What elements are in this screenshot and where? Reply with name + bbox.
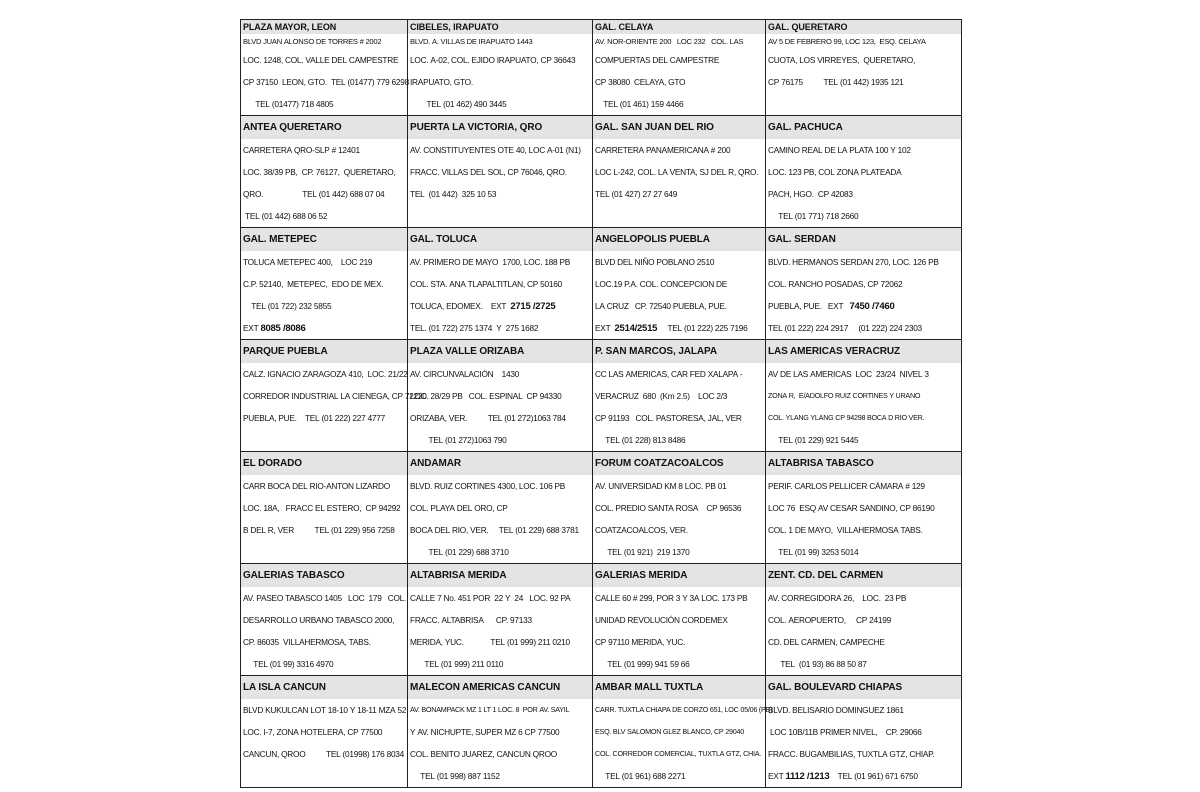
extension-number: 8085 /8086 [260,323,306,334]
address-line [241,34,407,49]
line-text: CARR BOCA DEL RIO-ANTON LIZARDO [243,481,390,491]
line-text: COL. PREDIO SANTA ROSA CP 96536 [595,503,742,513]
address-line [766,699,961,721]
line-text: TEL (01 228) 813 8486 [595,435,686,445]
address-line [241,183,407,205]
line-text: COL. CORREDOR COMERCIAL, TUXTLA GTZ, CHIA. [595,749,762,758]
address-line [766,385,961,407]
store-cell [408,20,593,116]
address-line [408,385,592,407]
line-text: CP. 86035 VILLAHERMOSA, TABS. [243,637,371,647]
address-line [766,519,961,541]
store-cell [593,676,773,787]
line-text: LOC.19 P.A. COL. CONCEPCION DE [595,279,728,289]
store-name: ANTEA QUERETARO [241,116,407,139]
line-text: CALZ. IGNACIO ZARAGOZA 410, LOC. 21/22 [243,369,408,379]
address-line [408,475,592,497]
line-text: PUEBLA, PUE. TEL (01 222) 227 4777 [243,413,386,423]
line-text: TEL (01 921) 219 1370 [595,547,690,557]
address-line [241,161,407,183]
line-text: TEL. (01 722) 275 1374 Y 275 1682 [410,323,539,333]
line-text: AV. CORREGIDORA 26, LOC. 23 PB [768,593,907,603]
address-line [593,721,765,743]
address-line [241,385,427,407]
line-text: CALLE 60 # 299, POR 3 Y 3A LOC. 173 PB [595,593,748,603]
line-text: LOC L-242, COL. LA VENTA, SJ DEL R, QRO. [595,167,759,177]
address-line [408,139,592,161]
address-line [593,139,765,161]
address-line [408,295,592,317]
line-text: CARR. TUXTLA CHIAPA DE CORZO 651, LOC 05/06 (PB) [595,705,773,714]
line-text: LOC. I-7, ZONA HOTELERA, CP 77500 [243,727,383,737]
store-name: FORUM COATZACOALCOS [593,452,765,475]
line-text: TEL (01 229) 688 3710 [410,547,509,557]
address-line [241,541,407,563]
address-line [766,34,961,49]
address-line [241,407,407,429]
address-line [766,295,961,317]
address-line [241,93,407,115]
line-text: COL. PLAYA DEL ORO, CP [410,503,508,513]
store-name: ALTABRISA MERIDA [408,564,592,587]
line-text: EXT [595,323,615,333]
address-line [766,183,961,205]
line-text: CARRETERA QRO-SLP # 12401 [243,145,360,155]
address-line [241,429,407,451]
address-line [766,653,961,675]
line-text: BLVD. BELISARIO DOMINGUEZ 1861 [768,705,904,715]
address-line [408,699,592,721]
line-text: AV. BONAMPACK MZ 1 LT 1 LOC. 8 POR AV. SAYIL [410,705,570,714]
address-line [593,587,765,609]
store-cell [593,20,766,116]
line-text: TEL (01 961) 671 6750 [829,771,918,781]
line-text: BLVD. HERMANOS SERDAN 270, LOC. 126 PB [768,257,939,267]
line-text: DESARROLLO URBANO TABASCO 2000, [243,615,395,625]
address-line [408,631,592,653]
address-line [408,541,592,563]
address-line [766,609,961,631]
address-line [593,205,765,227]
address-line [241,49,407,71]
line-text: PACH, HGO. CP 42083 [768,189,853,199]
store-name: GALERIAS TABASCO [241,564,407,587]
address-line [593,49,765,71]
line-text: CP 97110 MERIDA, YUC. [595,637,686,647]
line-text: CD. DEL CARMEN, CAMPECHE [768,637,885,647]
line-text: COL. RANCHO POSADAS, CP 72062 [768,279,903,289]
store-name: LA ISLA CANCUN [241,676,407,699]
store-name: ALTABRISA TABASCO [766,452,961,475]
address-line [593,609,765,631]
line-text: LOC. 123 PB, COL ZONA PLATEADA [768,167,902,177]
line-text: COATZACOALCOS, VER. [595,525,688,535]
address-line [593,93,765,115]
address-line [766,429,961,451]
store-cell [241,452,408,564]
store-name: LAS AMERICAS VERACRUZ [766,340,961,363]
line-text: Y AV. NICHUPTE, SUPER MZ 6 CP 77500 [410,727,560,737]
line-text: PERIF. CARLOS PELLICER CÁMARA # 129 [768,481,925,491]
address-line [408,71,592,93]
address-line [241,497,407,519]
store-name: GAL. PACHUCA [766,116,961,139]
store-cell [766,116,961,228]
line-text: CUOTA, LOS VIRREYES, QUERETARO, [768,55,916,65]
address-line [241,363,407,385]
store-cell [408,228,593,340]
address-line [593,743,765,765]
line-text: TEL (01 999) 941 59 66 [595,659,690,669]
line-text: TEL (01 999) 211 0110 [410,659,504,669]
line-text: IRAPUATO, GTO. [410,77,473,87]
line-text: CC LAS AMERICAS, CAR FED XALAPA - [595,369,743,379]
line-text: B DEL R, VER TEL (01 229) 956 7258 [243,525,395,535]
line-text: COL. STA. ANA TLAPALTITLAN, CP 50160 [410,279,562,289]
line-text: LOC 76 ESQ AV CESAR SANDINO, CP 86190 [768,503,935,513]
line-text: TEL (01 272)1063 790 [410,435,507,445]
address-line [241,519,407,541]
store-cell [766,676,961,787]
line-text: COL. YLANG YLANG CP 94298 BOCA D RIO VER. [768,413,925,422]
address-line [241,139,407,161]
line-text: PUEBLA, PUE. EXT [768,301,850,311]
extension-number: 2715 /2725 [510,301,556,312]
store-name: GAL. CELAYA [593,20,765,34]
line-text: FRACC. ALTABRISA CP. 97133 [410,615,532,625]
address-line [241,721,407,743]
line-text: TEL (01 222) 225 7196 [657,323,748,333]
line-text: BLVD. RUIZ CORTINES 4300, LOC. 106 PB [410,481,566,491]
store-cell [408,340,593,452]
line-text: CP 91193 COL. PASTORESA, JAL, VER [595,413,742,423]
line-text: TEL (01 461) 159 4466 [595,99,684,109]
line-text: AV. NOR-ORIENTE 200 LOC 232 COL. LAS [595,37,744,46]
address-line [408,205,592,227]
line-text: AV. PASEO TABASCO 1405 LOC 179 COL. [243,593,407,603]
store-name: AMBAR MALL TUXTLA [593,676,765,699]
store-cell [766,20,961,116]
line-text: LOC. A-02, COL. EJIDO IRAPUATO, CP 36643 [410,55,576,65]
address-line [408,161,592,183]
address-line [593,475,765,497]
address-line [766,587,961,609]
address-line [408,93,592,115]
store-name: CIBELES, IRAPUATO [408,20,592,34]
line-text: BOCA DEL RIO, VER. TEL (01 229) 688 3781 [410,525,579,535]
address-line [593,699,773,721]
line-text: CP 76175 TEL (01 442) 1935 121 [768,77,904,87]
address-line [408,765,592,787]
address-line [766,497,961,519]
line-text: COMPUERTAS DEL CAMPESTRE [595,55,720,65]
address-line [241,609,407,631]
address-line [766,363,961,385]
line-text: BLVD. A. VILLAS DE IRAPUATO 1443 [410,37,533,46]
line-text: BLVD KUKULCAN LOT 18-10 Y 18-11 MZA 52 [243,705,407,715]
address-line [766,475,961,497]
address-line [766,161,961,183]
line-text: TEL (01 93) 86 88 50 87 [768,659,867,669]
line-text: COL. AEROPUERTO, CP 24199 [768,615,891,625]
line-text: VERACRUZ 680 (Km 2.5) LOC 2/3 [595,391,728,401]
line-text: TEL (01 222) 224 2917 (01 222) 224 2303 [768,323,922,333]
line-text: UNIDAD REVOLUCIÓN CORDEMEX [595,615,728,625]
address-line [766,407,961,429]
address-line [408,743,592,765]
line-text: LOC. 1248, COL. VALLE DEL CAMPESTRE [243,55,399,65]
store-cell [766,452,961,564]
address-line [593,541,765,563]
address-line [408,429,592,451]
line-text: TEL (01 99) 3253 5014 [768,547,859,557]
address-line [241,273,407,295]
extension-number: 1112 /1213 [785,771,830,782]
address-line [408,721,592,743]
store-cell [241,116,408,228]
store-cell [766,228,961,340]
store-cell [593,340,766,452]
address-line [766,273,961,295]
line-text: TEL (01 961) 688 2271 [595,771,686,781]
address-line [766,205,961,227]
address-line [766,721,961,743]
address-line [593,765,765,787]
address-line [593,295,765,317]
line-text: CP 38080 CELAYA, GTO [595,77,686,87]
store-cell [593,228,766,340]
line-text: LOC. 38/39 PB, CP. 76127, QUERETARO, [243,167,396,177]
address-line [593,497,765,519]
store-cell [593,564,766,676]
address-line [241,765,407,787]
address-line [408,273,592,295]
address-line [241,743,407,765]
line-text: TEL (01 998) 887 1152 [410,771,500,781]
line-text: BLVD JUAN ALONSO DE TORRES # 2002 [243,37,382,46]
address-line [241,71,407,93]
address-line [766,49,961,71]
address-line [766,765,961,787]
store-cell [593,116,766,228]
address-line [766,541,961,563]
address-line [593,34,765,49]
store-cell [766,564,961,676]
address-line [593,273,765,295]
line-text: FRACC. VILLAS DEL SOL, CP 76046, QRO. [410,167,567,177]
address-line [593,183,765,205]
line-text: ESQ. BLV SALOMON GLEZ BLANCO, CP 29040 [595,727,744,736]
line-text: AV. PRIMERO DE MAYO 1700, LOC. 188 PB [410,257,571,267]
address-line [593,385,765,407]
line-text: CP 37150 LEON, GTO. TEL (01477) 779 6298 [243,77,409,87]
line-text: AV. UNIVERSIDAD KM 8 LOC. PB 01 [595,481,727,491]
address-line [241,317,407,339]
line-text: TEL (01 771) 718 2660 [768,211,859,221]
line-text: LOC. 28/29 PB COL. ESPINAL CP 94330 [410,391,562,401]
address-line [408,34,592,49]
store-name: PLAZA VALLE ORIZABA [408,340,592,363]
store-cell [408,676,593,787]
line-text: TEL (01 229) 921 5445 [768,435,859,445]
line-text: TEL (01 442) 325 10 53 [410,189,497,199]
address-line [593,631,765,653]
line-text: TEL (01477) 718 4805 [243,99,334,109]
line-text: LA CRUZ CP. 72540 PUEBLA, PUE. [595,301,727,311]
line-text: TEL (01 427) 27 27 649 [595,189,678,199]
line-text: CARRETERA PANAMERICANA # 200 [595,145,731,155]
store-directory-table [240,19,962,788]
address-line [593,317,765,339]
address-line [241,587,407,609]
address-line [593,429,765,451]
address-line [241,295,407,317]
address-line [766,93,961,115]
address-line [593,71,765,93]
line-text: TEL (01 442) 688 06 52 [243,211,328,221]
store-name: PUERTA LA VICTORIA, QRO [408,116,592,139]
address-line [408,519,592,541]
address-line [408,183,592,205]
store-name: ZENT. CD. DEL CARMEN [766,564,961,587]
address-line [593,653,765,675]
line-text: AV DE LAS AMERICAS LOC 23/24 NIVEL 3 [768,369,929,379]
address-line [241,653,407,675]
store-cell [593,452,766,564]
address-line [408,49,592,71]
store-name: GAL. SERDAN [766,228,961,251]
line-text: LOC. 18A, FRACC EL ESTERO, CP 94292 [243,503,401,513]
store-cell [241,564,408,676]
store-name: GAL. TOLUCA [408,228,592,251]
line-text: FRACC. BUGAMBILIAS, TUXTLA GTZ, CHIAP. [768,749,935,759]
store-name: ANDAMAR [408,452,592,475]
store-cell [408,116,593,228]
store-name: GAL. QUERETARO [766,20,961,34]
line-text: LOC 10B/11B PRIMER NIVEL, CP. 29066 [768,727,922,737]
address-line [593,519,765,541]
store-cell [408,564,593,676]
line-text: CANCUN, QROO TEL (01998) 176 8034 [243,749,405,759]
address-line [241,631,407,653]
store-name: GALERIAS MERIDA [593,564,765,587]
line-text: AV. CONSTITUYENTES OTE 40, LOC A-01 (N1) [410,145,581,155]
store-name: GAL. SAN JUAN DEL RIO [593,116,765,139]
address-line [766,317,961,339]
address-line [593,363,765,385]
line-text: QRO. TEL (01 442) 688 07 04 [243,189,385,199]
store-name: PARQUE PUEBLA [241,340,407,363]
address-line [766,631,961,653]
store-name: ANGELOPOLIS PUEBLA [593,228,765,251]
address-line [408,251,592,273]
store-name: GAL. METEPEC [241,228,407,251]
address-line [241,475,407,497]
address-line [593,161,765,183]
line-text: C.P. 52140, METEPEC, EDO DE MEX. [243,279,384,289]
store-name: EL DORADO [241,452,407,475]
line-text: AV. CIRCUNVALACIÓN 1430 [410,369,520,379]
line-text: AV 5 DE FEBRERO 99, LOC 123, ESQ. CELAYA [768,37,926,46]
address-line [766,251,961,273]
line-text: EXT [243,323,261,333]
line-text: TEL (01 722) 232 5855 [243,301,332,311]
line-text: TOLUCA, EDOMEX. EXT [410,301,511,311]
store-cell [766,340,961,452]
store-name: P. SAN MARCOS, JALAPA [593,340,765,363]
address-line [241,251,407,273]
line-text: ZONA R, E/ADOLFO RUIZ CORTINES Y URANO [768,391,921,400]
line-text: TEL (01 99) 3316 4970 [243,659,334,669]
store-cell [408,452,593,564]
line-text: COL. 1 DE MAYO, VILLAHERMOSA TABS. [768,525,923,535]
address-line [766,139,961,161]
extension-number: 7450 /7460 [849,301,895,312]
address-line [408,497,592,519]
address-line [593,251,765,273]
address-line [766,71,961,93]
extension-number: 2514/2515 [614,323,658,334]
line-text: EXT [768,771,786,781]
store-cell [241,228,408,340]
store-cell [241,340,427,452]
address-line [408,587,592,609]
address-line [766,743,961,765]
address-line [408,317,592,339]
store-cell [241,676,408,787]
address-line [241,205,407,227]
store-cell [241,20,408,116]
line-text: MERIDA, YUC. TEL (01 999) 211 0210 [410,637,570,647]
address-line [408,653,592,675]
line-text: ORIZABA, VER. TEL (01 272)1063 784 [410,413,566,423]
address-line [593,407,765,429]
line-text: BLVD DEL NIÑO POBLANO 2510 [595,257,715,267]
store-name: MALECON AMERICAS CANCUN [408,676,592,699]
line-text: CALLE 7 No. 451 POR 22 Y 24 LOC. 92 PA [410,593,571,603]
line-text: TEL (01 462) 490 3445 [410,99,507,109]
address-line [408,407,592,429]
address-line [408,609,592,631]
store-name: PLAZA MAYOR, LEON [241,20,407,34]
line-text: COL. BENITO JUAREZ, CANCUN QROO [410,749,557,759]
address-line [241,699,407,721]
store-name: GAL. BOULEVARD CHIAPAS [766,676,961,699]
line-text: TOLUCA METEPEC 400, LOC 219 [243,257,373,267]
line-text: CORREDOR INDUSTRIAL LA CIENEGA, CP 72220 [243,391,427,401]
address-line [408,363,592,385]
line-text: CAMINO REAL DE LA PLATA 100 Y 102 [768,145,911,155]
